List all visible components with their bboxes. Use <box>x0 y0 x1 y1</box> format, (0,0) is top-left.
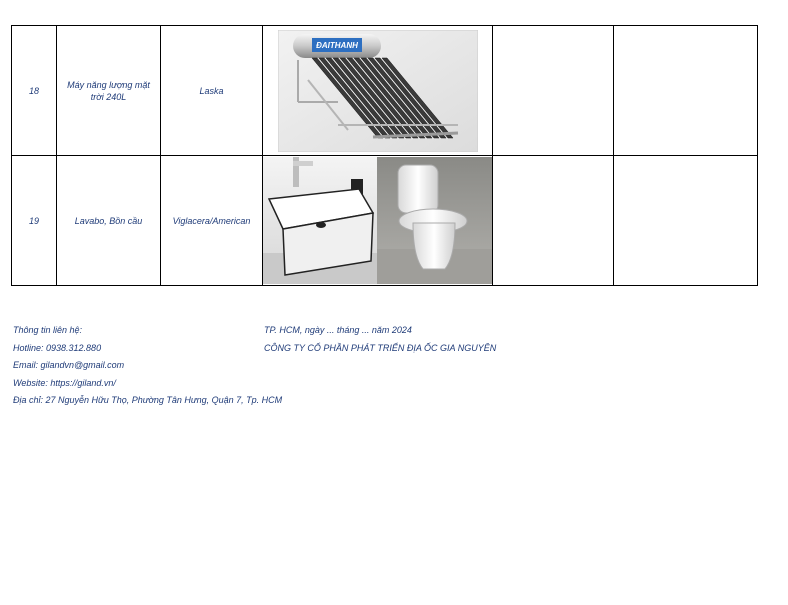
contact-info <box>13 324 282 412</box>
signature-block <box>264 324 496 359</box>
product-name-cell <box>57 26 161 156</box>
brand-logo-text: ĐAITHANH <box>315 40 358 50</box>
table-row <box>12 26 758 156</box>
product-name: Máy năng lượng mặt trời 240L <box>67 79 150 102</box>
product-image-cell <box>263 26 493 156</box>
brand: Laska <box>161 26 263 156</box>
product-table <box>11 25 758 286</box>
sink-toilet-image <box>263 157 492 284</box>
product-name: Lavabo, Bồn cầu <box>74 215 143 226</box>
solar-water-heater-image <box>278 30 478 152</box>
contact-title: Thông tin liên hệ: <box>13 325 83 335</box>
product-image-cell <box>263 156 493 286</box>
extra-cell <box>614 26 758 156</box>
address: Địa chỉ: 27 Nguyễn Hữu Thọ, Phường Tân Hưng, Quận 7, Tp. HCM <box>13 395 283 405</box>
date-line: TP. HCM, ngày ... tháng ... năm 2024 <box>264 325 412 335</box>
note-cell <box>493 26 614 156</box>
row-number: 18 <box>12 26 57 156</box>
extra-cell <box>614 156 758 286</box>
note-cell <box>493 156 614 286</box>
company-name: CÔNG TY CỔ PHẦN PHÁT TRIỂN ĐỊA ỐC GIA NGUYÊN <box>264 342 497 353</box>
row-number: 19 <box>12 156 57 286</box>
email: Email: gilandvn@gmail.com <box>13 360 125 370</box>
website: Website: https://giland.vn/ <box>13 377 116 388</box>
product-name-cell <box>57 156 161 286</box>
table-row <box>12 156 758 286</box>
brand: Viglacera/American <box>161 156 263 286</box>
hotline: Hotline: 0938.312.880 <box>13 342 102 353</box>
